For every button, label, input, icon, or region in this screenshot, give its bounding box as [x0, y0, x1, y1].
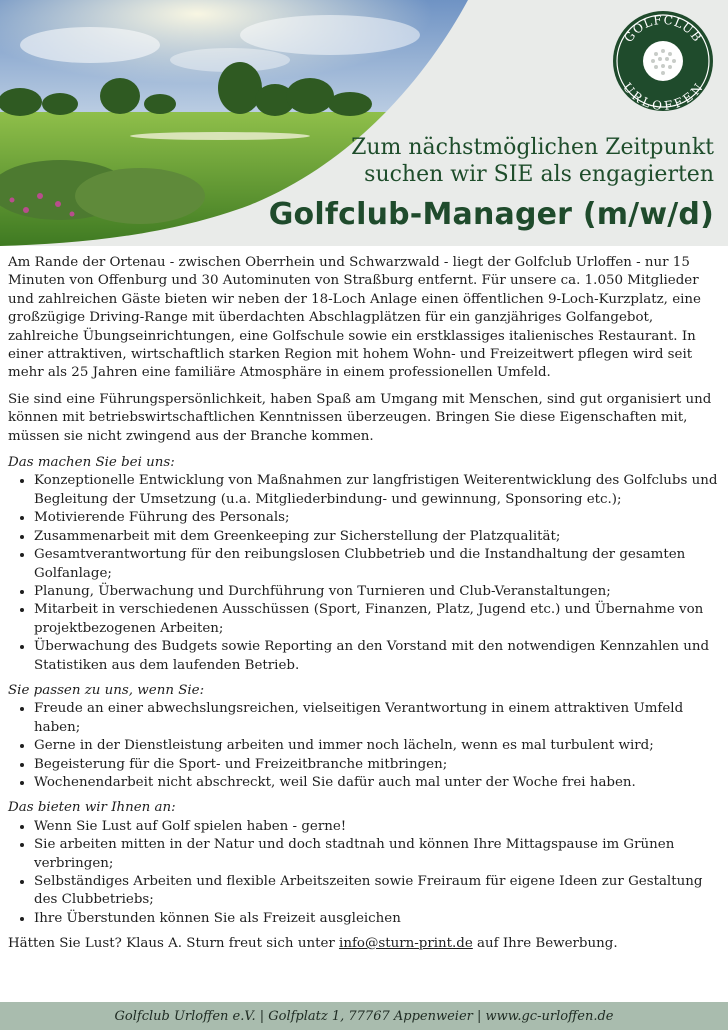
golfclub-logo	[612, 10, 714, 112]
contact-text-after: auf Ihre Bewerbung.	[472, 936, 618, 952]
list-item: • Zusammenarbeit mit dem Greenkeeping zur Sicherstellung der Platzqualität;	[34, 528, 720, 546]
intro-paragraph-1: Am Rande der Ortenau - zwischen Oberrhein und Schwarzwald - liegt der Golfclub Urloffen - nur 15 Minuten von Offenburg und 30 Autominuten von Straßburg entfernt. Für unsere ca. 1.050 Mitglieder und zahlreichen Gäste bieten wir neben der 18-Loch Anlage einen öffentlichen 9-Loch-Kurzplatz, eine großzügige Driving-Range mit überdachten Abschlagplätzen für ein ganzjähriges Golfangebot, zahlreiche Übungseinrichtungen, eine Golfschule sowie ein erstklassiges italienisches Restaurant. In einer attraktiven, wirtschaftlich starken Region mit hohem Wohn- und Freizeitwert pflegen wird seit mehr als 25 Jahren eine familiäre Atmosphäre in einem professionellen Umfeld.	[8, 255, 701, 381]
contact-email-link[interactable]: info@sturn-print.de	[339, 936, 473, 952]
logo-bottom-text: URLOFFEN	[620, 80, 706, 112]
list-item: • Ihre Überstunden können Sie als Freizeit ausgleichen	[34, 910, 720, 928]
intro-paragraph-2: Sie sind eine Führungspersönlichkeit, haben Spaß am Umgang mit Menschen, sind gut organisiert und können mit betriebswirtschaftlichen Kenntnissen überzeugen. Bringen Sie diese Eigenschaften mit, müssen sie nicht zwingend aus der Branche kommen.	[8, 391, 712, 444]
footer	[0, 1002, 728, 1030]
footer-address: Golfclub Urloffen e.V. | Golfplatz 1, 77767 Appenweier | www.gc-urloffen.de	[114, 1008, 614, 1024]
contact-line	[8, 935, 720, 953]
main-content	[8, 254, 720, 962]
task-list	[8, 472, 720, 674]
profile-list	[8, 700, 720, 792]
headline	[351, 134, 714, 188]
list-item: • Motivierende Führung des Personals;	[34, 509, 720, 527]
list-item: • Wenn Sie Lust auf Golf spielen haben - gerne!	[34, 818, 720, 836]
list-item: • Überwachung des Budgets sowie Reporting an den Vorstand mit den notwendigen Kennzahlen und Statistiken aus dem laufenden Betrieb.	[34, 638, 720, 675]
list-item: • Mitarbeit in verschiedenen Ausschüssen (Sport, Finanzen, Platz, Jugend etc.) und Übernahme von projektbezogenen Arbeiten;	[34, 601, 720, 638]
contact-text-before: Hätten Sie Lust? Klaus A. Sturn freut sich unter	[8, 936, 340, 952]
list-item: • Wochenendarbeit nicht abschreckt, weil Sie dafür auch mal unter der Woche frei haben.	[34, 774, 720, 792]
list-item: • Konzeptionelle Entwicklung von Maßnahmen zur langfristigen Weiterentwicklung des Golfclubs und Begleitung der Umsetzung (u.a. Mitgliederbindung- und gewinnung, Sponsoring etc.);	[34, 472, 720, 509]
list-item: • Selbständiges Arbeiten und flexible Arbeitszeiten sowie Freiraum für eigene Ideen zur Gestaltung des Clubbetriebs;	[34, 873, 720, 910]
logo-top-text: GOLFCLUB	[621, 12, 705, 45]
list-item: • Begeisterung für die Sport- und Freizeitbranche mitbringen;	[34, 756, 720, 774]
job-title: Golfclub-Manager (m/w/d)	[268, 197, 714, 232]
list-item: • Gerne in der Dienstleistung arbeiten und immer noch lächeln, wenn es mal turbulent wird;	[34, 737, 720, 755]
section-title-tasks: Das machen Sie bei uns:	[8, 455, 175, 471]
list-item: • Sie arbeiten mitten in der Natur und doch stadtnah und können Ihre Mittagspause im Grünen verbringen;	[34, 836, 720, 873]
list-item: • Planung, Überwachung und Durchführung von Turnieren und Club-Veranstaltungen;	[34, 583, 720, 601]
headline-line-1: Zum nächstmöglichen Zeitpunkt	[351, 135, 714, 160]
header	[0, 0, 728, 246]
offer-list	[8, 818, 720, 928]
headline-line-2: suchen wir SIE als engagierten	[364, 162, 714, 187]
list-item: • Gesamtverantwortung für den reibungslosen Clubbetrieb und die Instandhaltung der gesamten Golfanlage;	[34, 546, 720, 583]
section-title-profile: Sie passen zu uns, wenn Sie:	[8, 682, 205, 698]
list-item: • Freude an einer abwechslungsreichen, vielseitigen Verantwortung in einem attraktiven Umfeld haben;	[34, 700, 720, 737]
section-title-offer: Das bieten wir Ihnen an:	[8, 800, 176, 816]
